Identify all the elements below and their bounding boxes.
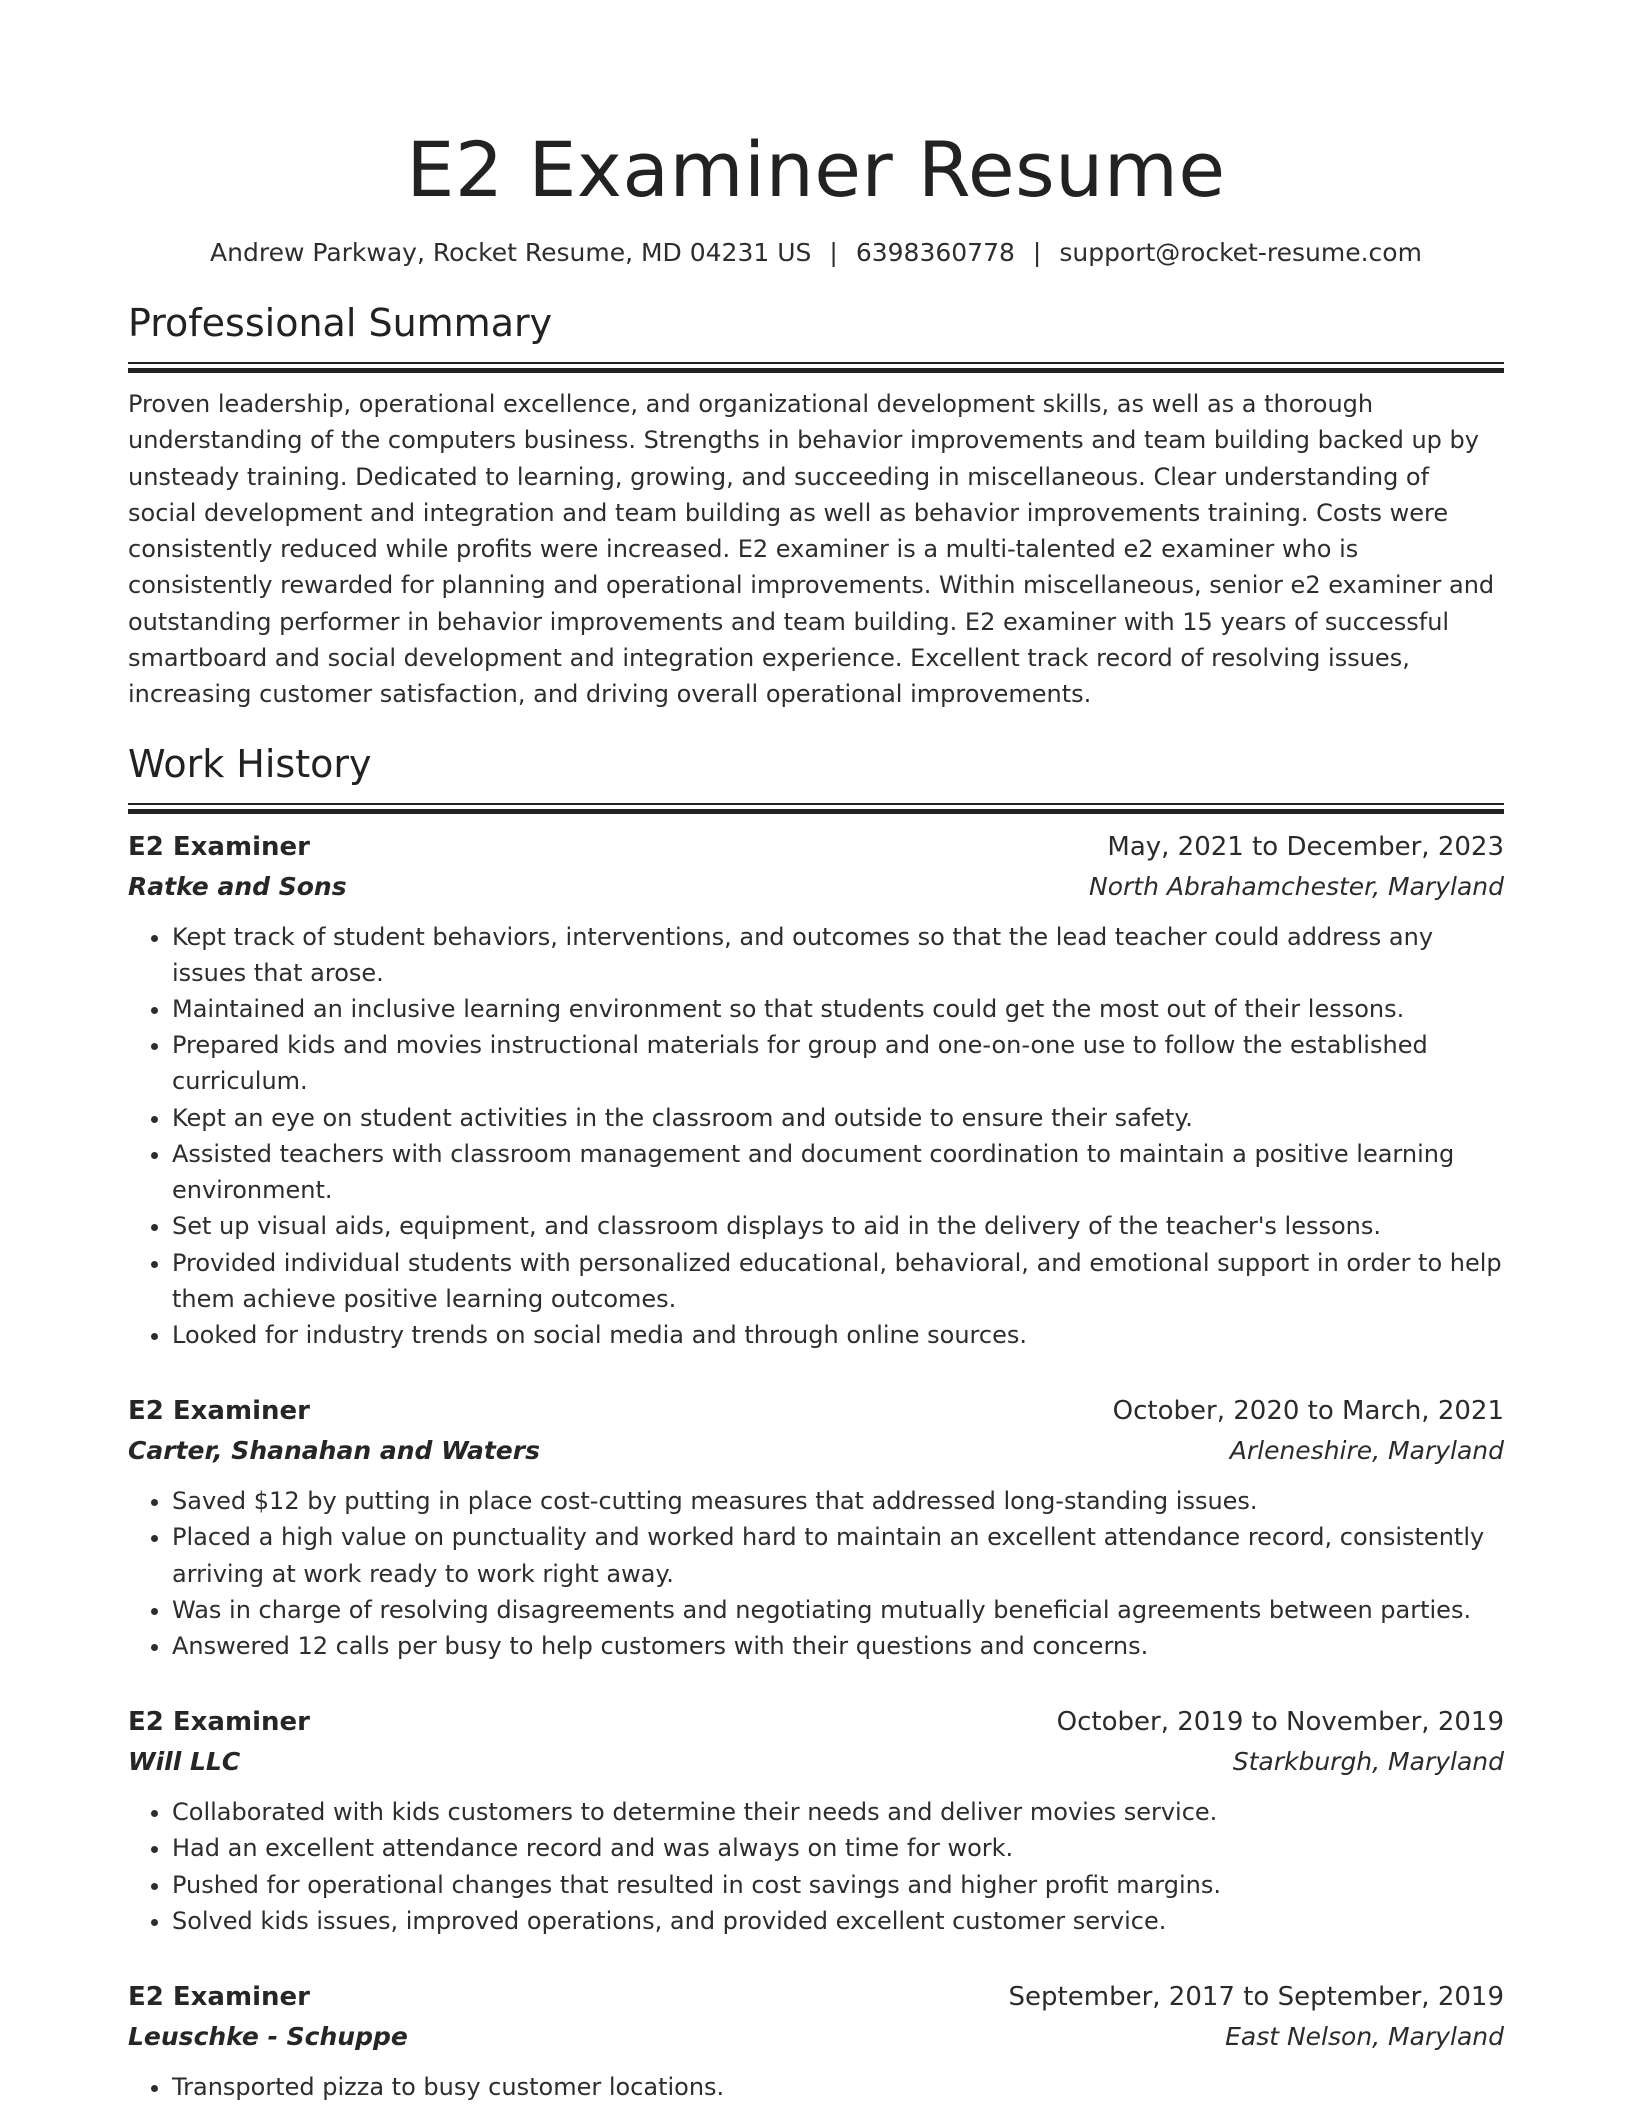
job-header-row	[128, 1977, 1504, 2017]
job-bullet-item: • Maintained an inclusive learning environment so that students could get the most out of their lessons.	[172, 991, 1504, 1027]
job-bullet-item: • Pushed for operational changes that resulted in cost savings and higher profit margins.	[172, 1867, 1504, 1903]
job-location: East Nelson, Maryland	[1225, 2021, 1504, 2051]
job-bullet-item: • Looked for industry trends on social media and through online sources.	[172, 1317, 1504, 1353]
job-header-row	[128, 1391, 1504, 1431]
job-company: Leuschke - Schuppe	[128, 2021, 408, 2051]
job-title: E2 Examiner	[128, 1396, 310, 1427]
section-divider	[128, 362, 1504, 372]
job-bullets	[128, 2069, 1504, 2105]
job-entry	[128, 1391, 1504, 1664]
contact-separator: |	[829, 238, 838, 267]
job-company: Carter, Shanahan and Waters	[128, 1436, 540, 1466]
job-company-row	[128, 1742, 1504, 1782]
job-location: North Abrahamchester, Maryland	[1089, 871, 1504, 901]
job-dates: May, 2021 to December, 2023	[1107, 831, 1504, 862]
job-bullets	[128, 919, 1504, 1353]
job-company: Will LLC	[128, 1747, 241, 1777]
job-title: E2 Examiner	[128, 1981, 310, 2012]
job-header-row	[128, 827, 1504, 867]
job-location: Arleneshire, Maryland	[1229, 1436, 1504, 1466]
job-dates: October, 2020 to March, 2021	[1112, 1396, 1504, 1427]
job-bullet-item: • Saved $12 by putting in place cost-cutting measures that addressed long-standing issues.	[172, 1483, 1504, 1519]
summary-heading: Professional Summary	[128, 301, 553, 345]
job-entry	[128, 827, 1504, 1353]
job-entry	[128, 1977, 1504, 2105]
job-bullet-item: • Was in charge of resolving disagreements and negotiating mutually beneficial agreements between parties.	[172, 1592, 1504, 1628]
job-company-row	[128, 2017, 1504, 2057]
job-bullet-item: • Placed a high value on punctuality and worked hard to maintain an excellent attendance record, consistently arriving at work ready to work right away.	[172, 1519, 1504, 1591]
job-entry	[128, 1702, 1504, 1939]
job-dates: October, 2019 to November, 2019	[1056, 1707, 1504, 1738]
job-bullet-item: • Solved kids issues, improved operations, and provided excellent customer service.	[172, 1903, 1504, 1939]
job-title: E2 Examiner	[128, 831, 310, 862]
job-bullet-item: • Set up visual aids, equipment, and classroom displays to aid in the delivery of the teacher's lessons.	[172, 1208, 1504, 1244]
job-bullets	[128, 1794, 1504, 1939]
job-company-row	[128, 1431, 1504, 1471]
resume-page	[128, 0, 1504, 2105]
job-dates: September, 2017 to September, 2019	[1008, 1981, 1504, 2012]
work-history-section	[128, 739, 1504, 2105]
contact-phone: 6398360778	[855, 238, 1015, 267]
job-bullet-item: • Prepared kids and movies instructional materials for group and one-on-one use to follow the established curriculum.	[172, 1027, 1504, 1099]
job-company: Ratke and Sons	[128, 871, 347, 901]
job-bullet-item: • Collaborated with kids customers to determine their needs and deliver movies service.	[172, 1794, 1504, 1830]
contact-line	[128, 236, 1504, 270]
work-history-heading: Work History	[128, 741, 372, 786]
resume-title: E2 Examiner Resume	[406, 125, 1226, 214]
job-company-row	[128, 867, 1504, 907]
contact-address: Andrew Parkway, Rocket Resume, MD 04231 US	[210, 238, 812, 267]
job-bullet-item: • Kept track of student behaviors, interventions, and outcomes so that the lead teacher could address any issues that arose.	[172, 919, 1504, 991]
summary-section	[128, 298, 1504, 713]
section-divider	[128, 803, 1504, 813]
job-header-row	[128, 1702, 1504, 1742]
contact-separator: |	[1032, 238, 1042, 267]
job-bullet-item: • Answered 12 calls per busy to help customers with their questions and concerns.	[172, 1628, 1504, 1664]
contact-email: support@rocket-resume.com	[1059, 238, 1422, 267]
job-title: E2 Examiner	[128, 1707, 310, 1738]
job-bullets	[128, 1483, 1504, 1664]
job-bullet-item: • Assisted teachers with classroom management and document coordination to maintain a positive learning environment.	[172, 1136, 1504, 1208]
job-bullet-item: • Provided individual students with personalized educational, behavioral, and emotional support in order to help them achieve positive learning outcomes.	[172, 1245, 1504, 1317]
job-location: Starkburgh, Maryland	[1232, 1747, 1504, 1777]
summary-text: Proven leadership, operational excellence, and organizational development skills, as well as a thorough understanding of the computers business. Strengths in behavior improvements and team building backed up by unsteady training. Dedicated to learning, growing, and succeeding in miscellaneous. Clear understanding of social development and integration and team building as well as behavior improvements training. Costs were consistently reduced while profits were increased. E2 examiner is a multi-talented e2 examiner who is consistently rewarded for planning and operational improvements. Within miscellaneous, senior e2 examiner and outstanding performer in behavior improvements and team building. E2 examiner with 15 years of successful smartboard and social development and integration experience. Excellent track record of resolving issues, increasing customer satisfaction, and driving overall operational improvements.	[128, 390, 1495, 709]
job-bullet-item: • Transported pizza to busy customer locations.	[172, 2069, 1504, 2105]
job-bullet-item: • Kept an eye on student activities in the classroom and outside to ensure their safety.	[172, 1100, 1504, 1136]
job-bullet-item: • Had an excellent attendance record and was always on time for work.	[172, 1830, 1504, 1866]
